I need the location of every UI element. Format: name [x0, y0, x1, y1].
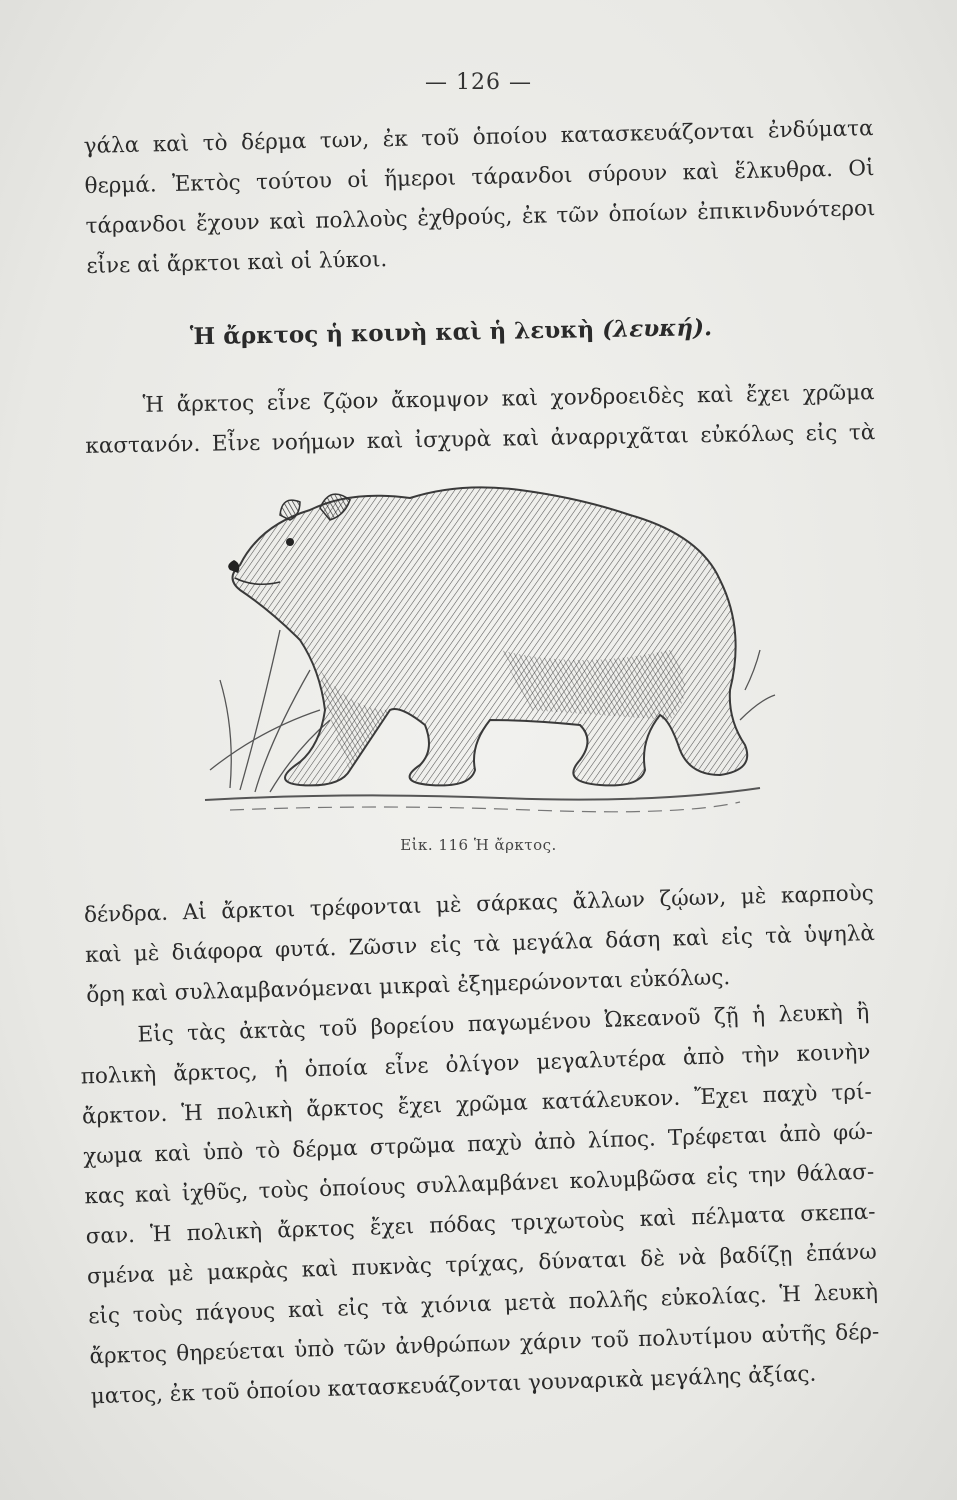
page-number: — 126 —	[425, 70, 532, 95]
section-heading-main: Ἡ ἄρκτος ἡ κοινὴ καὶ ἡ λευκὴ	[189, 316, 595, 351]
paragraph-polar-bear	[79, 993, 881, 1418]
text-line: σαν. Ἡ πολικὴ ἄρκτος ἔχει πόδας τριχωτοὺς καὶ πέλματα σκεπα-	[85, 1199, 876, 1250]
text-line: ἄρκτος θηρεύεται ὑπὸ τῶν ἀνθρώπων χάριν τοῦ πολυτίμου αὐτῆς δέρ-	[89, 1319, 880, 1370]
text-line: καστανόν. Εἶνε νοήμων καὶ ἰσχυρὰ καὶ ἀναρριχᾶται εὐκόλως εἰς τὰ	[85, 420, 876, 459]
text-line: κας καὶ ἰχθῦς, τοὺς ὁποίους συλλαμβάνει κολυμβῶσα εἰς την θάλασ-	[84, 1159, 875, 1210]
text-line: πολικὴ ἄρκτος, ἡ ὁποία εἶνε ὀλίγον μεγαλυτέρα ἀπὸ τὴν κοινὴν	[80, 1039, 871, 1090]
text-line: ὄρη καὶ συλλαμβανόμεναι μικραὶ ἐξημερώνονται εὐκόλως.	[85, 965, 731, 1009]
text-line: καὶ μὲ διάφορα φυτά. Ζῶσιν εἰς τὰ μεγάλα δάση καὶ εἰς τὰ ὑψηλὰ	[84, 920, 876, 969]
text-line: θερμά. Ἐκτὸς τούτου οἱ ἥμεροι τάρανδοι σύρουν καὶ ἕλκυθρα. Οἱ	[84, 156, 875, 199]
bear-body	[233, 487, 748, 785]
text-line: χωμα καὶ ὑπὸ τὸ δέρμα στρῶμα παχὺ ἀπὸ λίπος. Τρέφεται ἀπὸ φώ-	[82, 1119, 874, 1170]
text-line: τάρανδοι ἔχουν καὶ πολλοὺς ἐχθρούς, ἐκ τῶν ὁποίων ἐπικινδυνότεροι	[85, 196, 876, 239]
text-line: γάλα καὶ τὸ δέρμα των, ἐκ τοῦ ὁποίου κατασκευάζονται ἐνδύματα	[83, 116, 874, 159]
text-line: εἶνε αἱ ἄρκτοι καὶ οἱ λύκοι.	[86, 247, 388, 279]
text-line: Ἡ ἄρκτος εἶνε ζῷον ἄκομψον καὶ χονδροειδὲς καὶ ἔχει χρῶμα	[142, 380, 875, 418]
text-line: ματος, ἐκ τοῦ ὁποίου κατασκευάζονται γουναρικὰ μεγάλης ἀξίας.	[90, 1361, 817, 1410]
text-line: δένδρα. Αἱ ἄρκτοι τρέφονται μὲ σάρκας ἄλλων ζῴων, μὲ καρποὺς	[83, 880, 875, 929]
paragraph-bear-diet	[83, 874, 876, 1016]
text-line: σμένα μὲ μακρὰς καὶ πυκνὰς τρίχας, δύναται δὲ νὰ βαδίζῃ ἐπάνω	[86, 1239, 878, 1290]
section-heading	[190, 313, 790, 350]
figure-caption: Εἰκ. 116 Ἡ ἄρκτος.	[400, 836, 557, 854]
bear-nose	[228, 560, 239, 573]
text-line: ἄρκτον. Ἡ πολικὴ ἄρκτος ἔχει χρῶμα κατάλευκον. Ἔχει παχὺ τρί-	[81, 1079, 873, 1130]
text-line: Εἰς τὰς ἀκτὰς τοῦ βορείου παγωμένου Ὠκεανοῦ ζῇ ἡ λευκὴ ἢ	[137, 999, 870, 1048]
paragraph-intro	[83, 109, 876, 287]
section-heading-paren: (λευκή).	[601, 314, 713, 344]
ground-line	[205, 788, 760, 800]
paragraph-bear-description	[84, 373, 875, 467]
text-line: εἰς τοὺς πάγους καὶ εἰς τὰ χιόνια μετὰ πολλῆς εὐκολίας. Ἡ λευκὴ	[87, 1279, 879, 1330]
bear-illustration	[200, 470, 780, 830]
bear-eye	[286, 538, 294, 546]
